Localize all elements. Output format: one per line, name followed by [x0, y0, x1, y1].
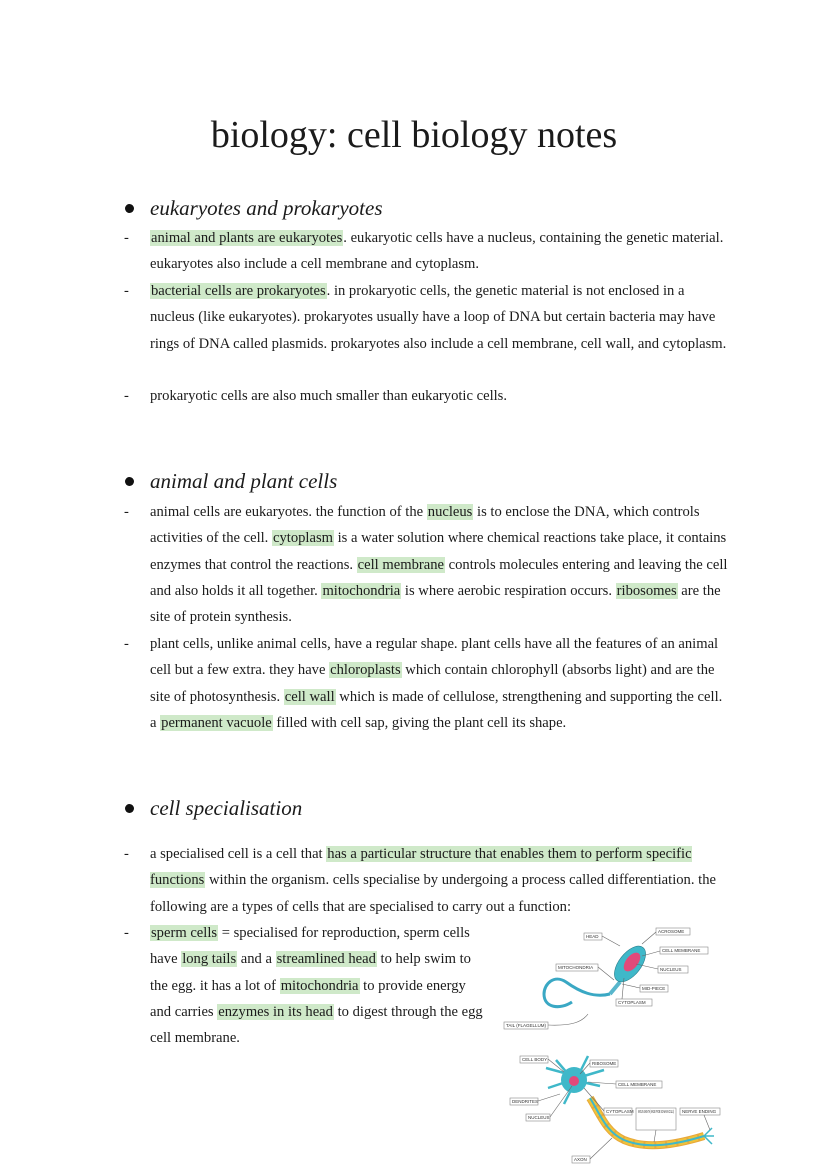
nerve-ending	[704, 1128, 714, 1144]
highlight: streamlined head	[276, 951, 376, 968]
svg-text:TAIL (FLAGELLUM): TAIL (FLAGELLUM)	[506, 1023, 547, 1028]
dash-marker: -	[124, 230, 129, 246]
dash-marker: -	[124, 388, 129, 404]
page-title: biology: cell biology notes	[210, 114, 618, 156]
list-item: plant cells, unlike animal cells, have a regular shape. plant cells have all the features of an animal cell but a few extra. they have chloroplasts which contain chlorophyll (absorbs light) and are the site of photosynthesis. cell wall which is made of cellulose, strengthening and supporting the cell. a permanent vacuole filled with cell sap, giving the plant cell its shape.	[150, 636, 723, 731]
dash-marker: -	[124, 846, 129, 862]
svg-text:HEAD: HEAD	[586, 934, 599, 939]
list-item: a specialised cell is a cell that has a particular structure that enables them to perform specific functions within the organism. cells specialise by undergoing a process called differentiation. the following are a types of cells that are specialised to carry out a function:	[150, 846, 716, 915]
dash-marker: -	[124, 636, 129, 652]
highlight: enzymes in its head	[218, 1003, 333, 1020]
sperm-cell-diagram	[502, 922, 718, 1034]
svg-text:MID-PIECE: MID-PIECE	[642, 986, 666, 991]
list-item: animal and plants are eukaryotes. eukaryotic cells have a nucleus, containing the genetic material. eukaryotes also include a cell membrane and cytoplasm.	[150, 230, 724, 273]
highlight: cell membrane	[357, 556, 444, 573]
svg-text:MYELIN SHEATH (MADE FROM SCHWA: MYELIN SHEATH (MADE FROM SCHWANN CELLS)	[638, 1109, 675, 1114]
highlight: mitochondria	[322, 582, 401, 599]
svg-text:RIBOSOME: RIBOSOME	[592, 1061, 617, 1066]
highlight: permanent vacuole	[161, 714, 272, 731]
label-mitochondria	[556, 964, 614, 980]
svg-text:ACROSOME: ACROSOME	[658, 929, 685, 934]
label-myelin-sheath	[636, 1108, 676, 1142]
nerve-cell-diagram	[508, 1048, 724, 1166]
highlight: cell wall	[284, 688, 335, 705]
sperm-tail	[544, 979, 620, 1007]
svg-text:DENDRITES: DENDRITES	[512, 1099, 539, 1104]
svg-text:CELL BODY: CELL BODY	[522, 1057, 548, 1062]
label-acrosome	[642, 928, 690, 944]
svg-text:MITOCHONDRIA: MITOCHONDRIA	[558, 965, 594, 970]
highlight: animal and plants are eukaryotes	[151, 230, 343, 246]
dash-marker: -	[124, 925, 129, 941]
svg-text:CELL MEMBRANE: CELL MEMBRANE	[662, 948, 701, 953]
svg-text:CELL MEMBRANE: CELL MEMBRANE	[618, 1082, 657, 1087]
highlight: cytoplasm	[272, 530, 333, 547]
svg-text:NUCLEUS: NUCLEUS	[528, 1115, 550, 1120]
highlight: ribosomes	[616, 582, 677, 599]
list-item: animal cells are eukaryotes. the function of the nucleus is to enclose the DNA, which controls activities of the cell. cytoplasm is a water solution where chemical reactions take place, it contains enzymes that control the reactions. cell membrane controls molecules entering and leaving the cell and also holds it all together. mitochondria is where aerobic respiration occurs. ribosomes are the site of protein synthesis.	[150, 504, 728, 626]
dash-marker: -	[124, 504, 129, 520]
label-head	[584, 933, 620, 946]
svg-text:CYTOPLASM: CYTOPLASM	[606, 1109, 634, 1114]
label-nerve-ending	[680, 1108, 720, 1130]
svg-text:CYTOPLASM: CYTOPLASM	[618, 1000, 646, 1005]
label-tail	[504, 1014, 588, 1029]
sperm-head	[608, 941, 651, 988]
svg-text:NUCLEUS: NUCLEUS	[660, 967, 682, 972]
label-cell-membrane	[642, 947, 708, 956]
bullet-icon	[125, 804, 134, 813]
bullet-icon	[125, 477, 134, 486]
highlight: mitochondria	[280, 977, 359, 994]
highlight: chloroplasts	[330, 662, 401, 679]
label-dendrites	[510, 1094, 560, 1105]
list-item: sperm cells = specialised for reproduction, sperm cells have long tails and a streamlined head to help swim to the egg. it has a lot of mitochondria to provide energy and carries enzymes in its head to digest through the egg cell membrane.	[150, 925, 483, 1047]
label-cell-body	[520, 1056, 564, 1072]
svg-text:AXON: AXON	[574, 1157, 587, 1162]
label-axon	[572, 1138, 612, 1163]
highlight: has a particular structure that enables them to perform specific functions	[150, 846, 692, 889]
label-mid-piece	[622, 984, 668, 992]
label-nucleus	[636, 964, 688, 973]
highlight: sperm cells	[151, 925, 218, 941]
highlight: long tails	[182, 951, 237, 968]
highlight: nucleus	[427, 504, 473, 520]
highlight: bacterial cells are prokaryotes	[151, 283, 326, 299]
dash-marker: -	[124, 283, 129, 299]
list-item: prokaryotic cells are also much smaller than eukaryotic cells.	[150, 388, 508, 404]
list-item: bacterial cells are prokaryotes. in prokaryotic cells, the genetic material is not enclosed in a nucleus (like eukaryotes). prokaryotes usually have a loop of DNA but certain bacteria may have rings of DNA called plasmids. prokaryotes also include a cell membrane, cell wall, and cytoplasm.	[150, 283, 727, 352]
svg-text:NERVE ENDING: NERVE ENDING	[682, 1109, 717, 1114]
bullet-icon	[125, 204, 134, 213]
